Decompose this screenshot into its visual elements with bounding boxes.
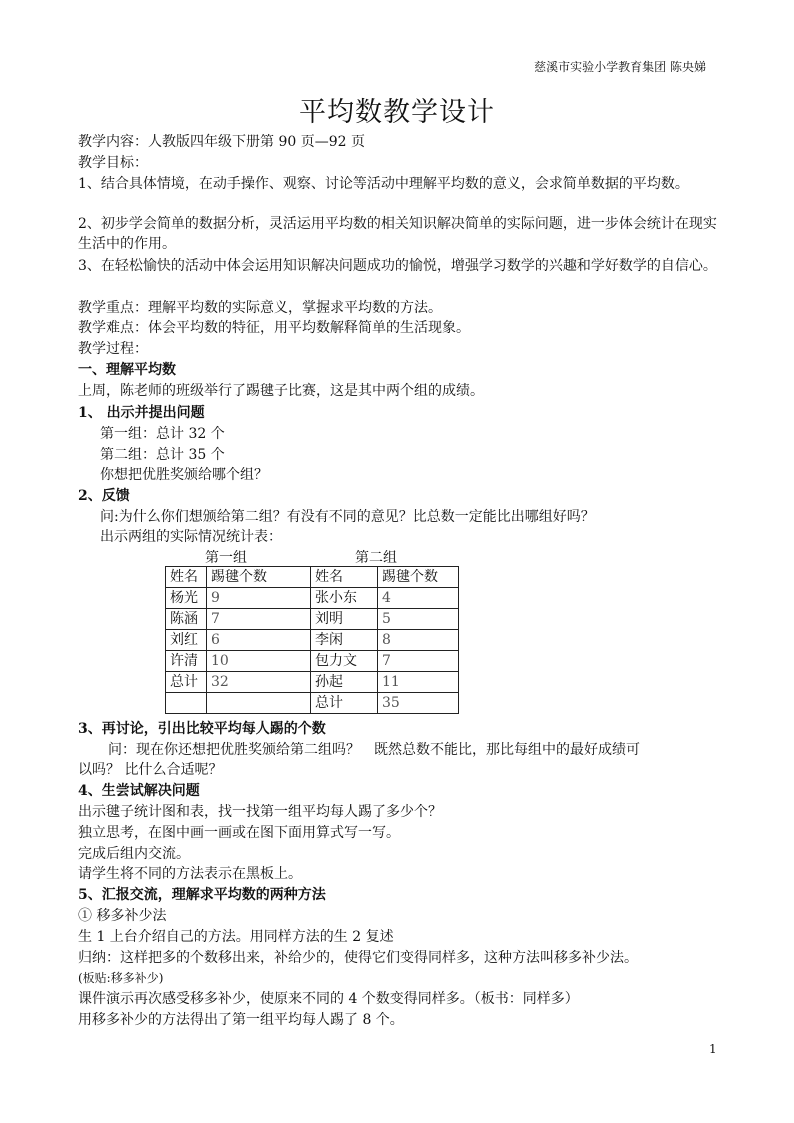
question-award: 你想把优胜奖颁给哪个组？ xyxy=(100,467,268,483)
table-row xyxy=(166,672,459,693)
group-1-total: 第一组：总计 32 个 xyxy=(100,426,225,442)
header-org: 慈溪市实验小学教育集团 陈央娣 xyxy=(534,60,706,74)
section-4-line-4: 请学生将不同的方法表示在黑板上。 xyxy=(78,866,302,882)
group-2-label: 第二组 xyxy=(355,550,397,566)
section-5-line-2: 归纳：这样把多的个数移出来，补给少的，使得它们变得同样多，这种方法叫移多补少法。 xyxy=(78,950,638,966)
section-4-line-3: 完成后组内交流。 xyxy=(78,846,190,862)
table-cell: 10 xyxy=(207,651,311,672)
goal-3: 3、在轻松愉快的活动中体会运用知识解决问题成功的愉悦，增强学习数学的兴趣和学好数学的自信心。 xyxy=(78,258,717,274)
goals-label: 教学目标： xyxy=(78,155,148,171)
section-1-1-heading: 1、 出示并提出问题 xyxy=(78,405,205,421)
table-cell: 孙起 xyxy=(311,672,378,693)
section-3-heading: 3、再讨论，引出比较平均每人踢的个数 xyxy=(78,721,326,737)
stats-table xyxy=(165,566,459,714)
table-cell: 32 xyxy=(207,672,311,693)
section-5-line-5: 用移多补少的方法得出了第一组平均每人踢了 8 个。 xyxy=(78,1012,404,1028)
group-1-label: 第一组 xyxy=(205,550,247,566)
table-header-cell: 踢毽个数 xyxy=(378,567,459,588)
table-row xyxy=(166,588,459,609)
table-cell: 总计 xyxy=(311,693,378,714)
key-point: 教学重点：理解平均数的实际意义，掌握求平均数的方法。 xyxy=(78,300,442,316)
teaching-content: 教学内容：人教版四年级下册第 90 页—92 页 xyxy=(78,134,365,150)
section-4-line-2: 独立思考，在图中画一画或在图下面用算式写一写。 xyxy=(78,825,400,841)
table-cell: 7 xyxy=(378,651,459,672)
table-row xyxy=(166,609,459,630)
difficulty: 教学难点：体会平均数的特征，用平均数解释简单的生活现象。 xyxy=(78,320,470,336)
show-table-text: 出示两组的实际情况统计表： xyxy=(100,529,282,545)
table-cell: 7 xyxy=(207,609,311,630)
section-4-line-1: 出示毽子统计图和表，找一找第一组平均每人踢了多少个？ xyxy=(78,804,442,820)
table-cell: 陈涵 xyxy=(166,609,207,630)
process-label: 教学过程： xyxy=(78,341,148,357)
table-cell: 11 xyxy=(378,672,459,693)
table-cell: 许清 xyxy=(166,651,207,672)
goal-1: 1、结合具体情境，在动手操作、观察、讨论等活动中理解平均数的意义，会求简单数据的平均数。 xyxy=(78,176,689,192)
table-cell: 5 xyxy=(378,609,459,630)
table-cell: 4 xyxy=(378,588,459,609)
method-1-label: ① 移多补少法 xyxy=(78,908,167,924)
page-title: 平均数教学设计 xyxy=(299,97,495,128)
section-3-question-2: 以吗？ 比什么合适呢？ xyxy=(78,762,223,778)
section-5-line-4: 课件演示再次感受移多补少，使原来不同的 4 个数变得同样多。（板书：同样多） xyxy=(78,991,579,1007)
table-cell: 6 xyxy=(207,630,311,651)
table-row xyxy=(166,651,459,672)
section-5-heading: 5、汇报交流，理解求平均数的两种方法 xyxy=(78,887,326,903)
section-4-heading: 4、生尝试解决问题 xyxy=(78,783,200,799)
group-2-total: 第二组：总计 35 个 xyxy=(100,447,225,463)
table-cell: 刘明 xyxy=(311,609,378,630)
section-1-2-heading: 2、反馈 xyxy=(78,488,130,504)
table-header-cell: 姓名 xyxy=(311,567,378,588)
page-number: 1 xyxy=(709,1042,717,1056)
table-cell: 8 xyxy=(378,630,459,651)
table-cell: 总计 xyxy=(166,672,207,693)
table-cell: 张小东 xyxy=(311,588,378,609)
board-note: (板贴:移多补少) xyxy=(78,971,164,985)
table-cell: 9 xyxy=(207,588,311,609)
goal-2: 2、初步学会简单的数据分析，灵活运用平均数的相关知识解决简单的实际问题，进一步体会统计在现实生活中的作用。 xyxy=(78,216,717,252)
table-row xyxy=(166,693,459,714)
table-header-cell: 踢毽个数 xyxy=(207,567,311,588)
table-cell xyxy=(207,693,311,714)
feedback-question: 问:为什么你们想颁给第二组？有没有不同的意见？比总数一定能比出哪组好吗？ xyxy=(100,509,595,525)
table-header-row xyxy=(166,567,459,588)
table-cell xyxy=(166,693,207,714)
table-cell: 杨光 xyxy=(166,588,207,609)
table-row xyxy=(166,630,459,651)
section-5-line-1: 生 1 上台介绍自己的方法。用同样方法的生 2 复述 xyxy=(78,929,394,945)
table-cell: 包力文 xyxy=(311,651,378,672)
table-cell: 李闲 xyxy=(311,630,378,651)
table-cell: 刘红 xyxy=(166,630,207,651)
table-cell: 35 xyxy=(378,693,459,714)
section-1-heading: 一、理解平均数 xyxy=(78,362,176,378)
section-3-question-1: 问：现在你还想把优胜奖颁给第二组吗？ 既然总数不能比，那比每组中的最好成绩可 xyxy=(108,742,640,758)
section-1-text: 上周，陈老师的班级举行了踢毽子比赛，这是其中两个组的成绩。 xyxy=(78,383,484,399)
table-header-cell: 姓名 xyxy=(166,567,207,588)
